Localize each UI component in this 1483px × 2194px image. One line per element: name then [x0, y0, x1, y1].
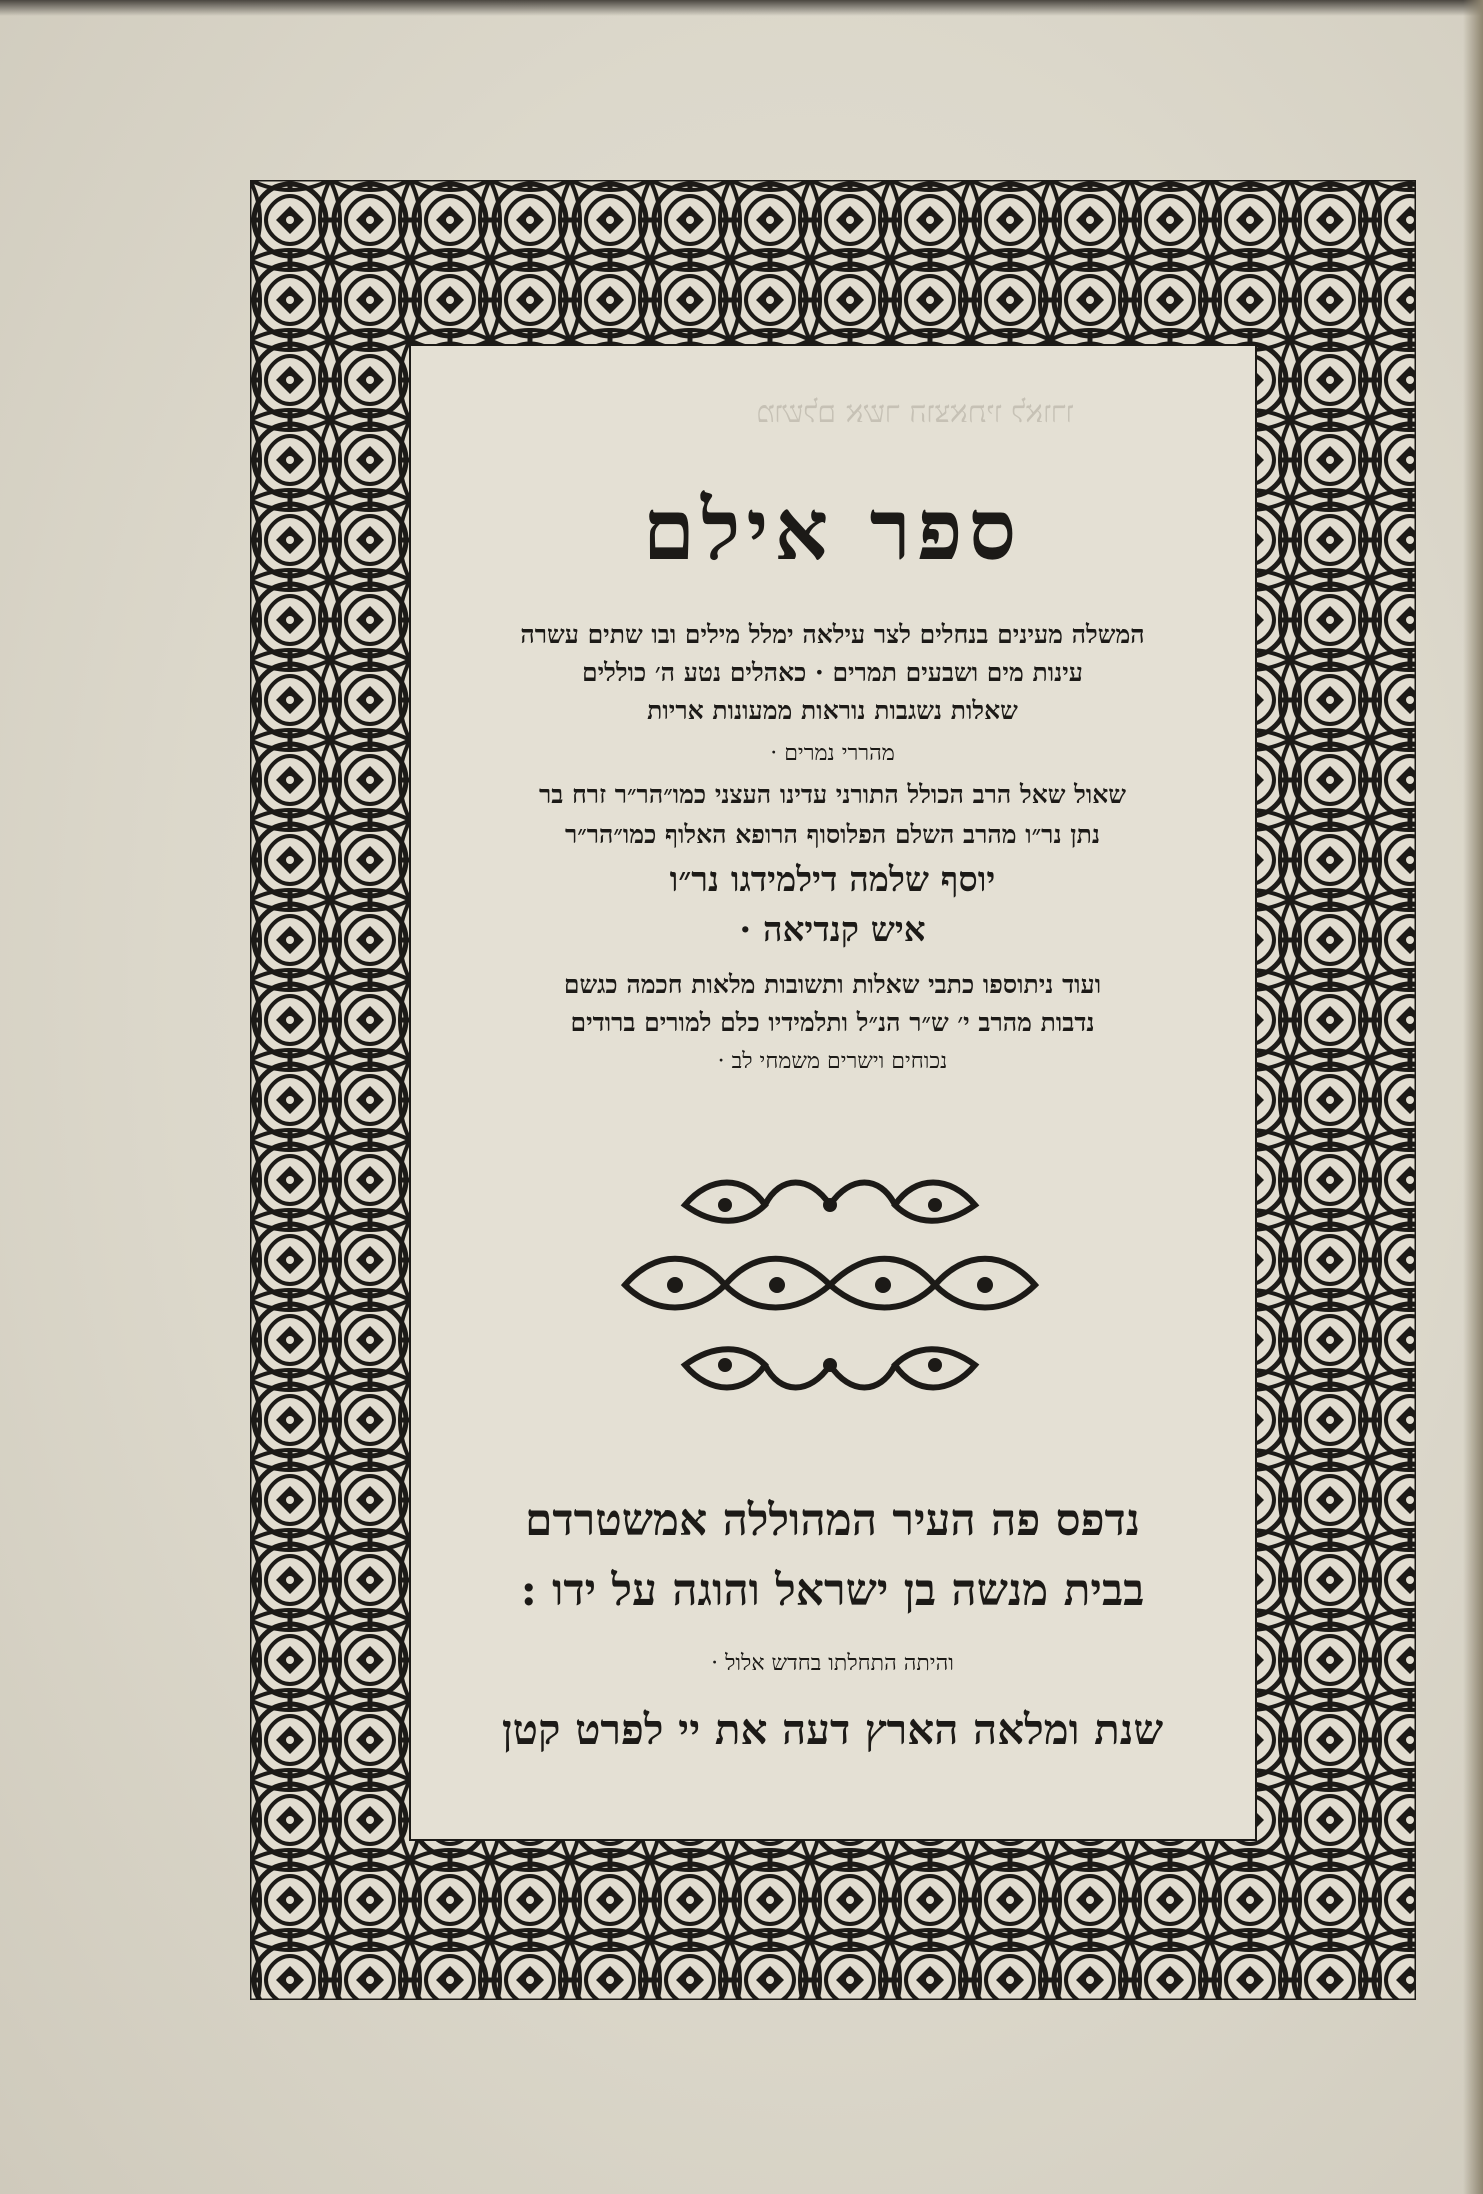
description-line-3: שאלות נשגבות נוראות ממעונות אריות — [647, 696, 1018, 725]
page-right-edge — [1463, 0, 1483, 2194]
start-note: והיתה התחלתו בחדש אלול · — [711, 1651, 954, 1676]
bleed-through-text: מושלם אשר הוצאתיו לאורו — [756, 395, 1074, 430]
description-line-2: עינות מים ושבעים תמרים · כאהלים נטע ה׳ כוללים — [582, 658, 1083, 687]
description-line-1: המשלה מעינים בנחלים לצר עילאה ימלל מילים ובו שתים עשרה — [520, 620, 1145, 649]
addition-line-3: נכוחים וישרים משמחי לב · — [717, 1049, 948, 1074]
author-line-2: נתן נר״ו מהרב השלם הפלוסוף הרופא האלוף כמו״הר״ר — [564, 820, 1101, 849]
title-page-text — [425, 340, 1240, 1830]
author-line-1: שאול שאל הרב הכולל התורני עדינו העצני כמו״הר״ר זרח בר — [538, 780, 1126, 809]
author-line-4: איש קנדיאה · — [739, 910, 926, 950]
page-top-shadow — [0, 0, 1483, 16]
description-line-4: מהררי נמרים · — [770, 741, 895, 766]
year-line: שנת ומלאה הארץ דעה את יי לפרט קטן — [501, 1705, 1164, 1754]
author-line-3: יוסף שלמה דילמידגו נר״ו — [669, 860, 996, 900]
addition-line-2: נדבות מהרב י׳ ש״ר הנ״ל ותלמידיו כלם למורים ברודים — [570, 1008, 1095, 1037]
fleuron-ornament — [615, 1165, 1045, 1405]
imprint-line-2: בבית מנשה בן ישראל והוגה על ידו : — [520, 1565, 1145, 1616]
imprint-line-1: נדפס פה העיר המהוללה אמשטרדם — [524, 1495, 1141, 1546]
book-title: ספר אילם — [642, 480, 1023, 579]
addition-line-1: ועוד ניתוספו כתבי שאלות ותשובות מלאות חכמה כגשם — [563, 970, 1102, 999]
